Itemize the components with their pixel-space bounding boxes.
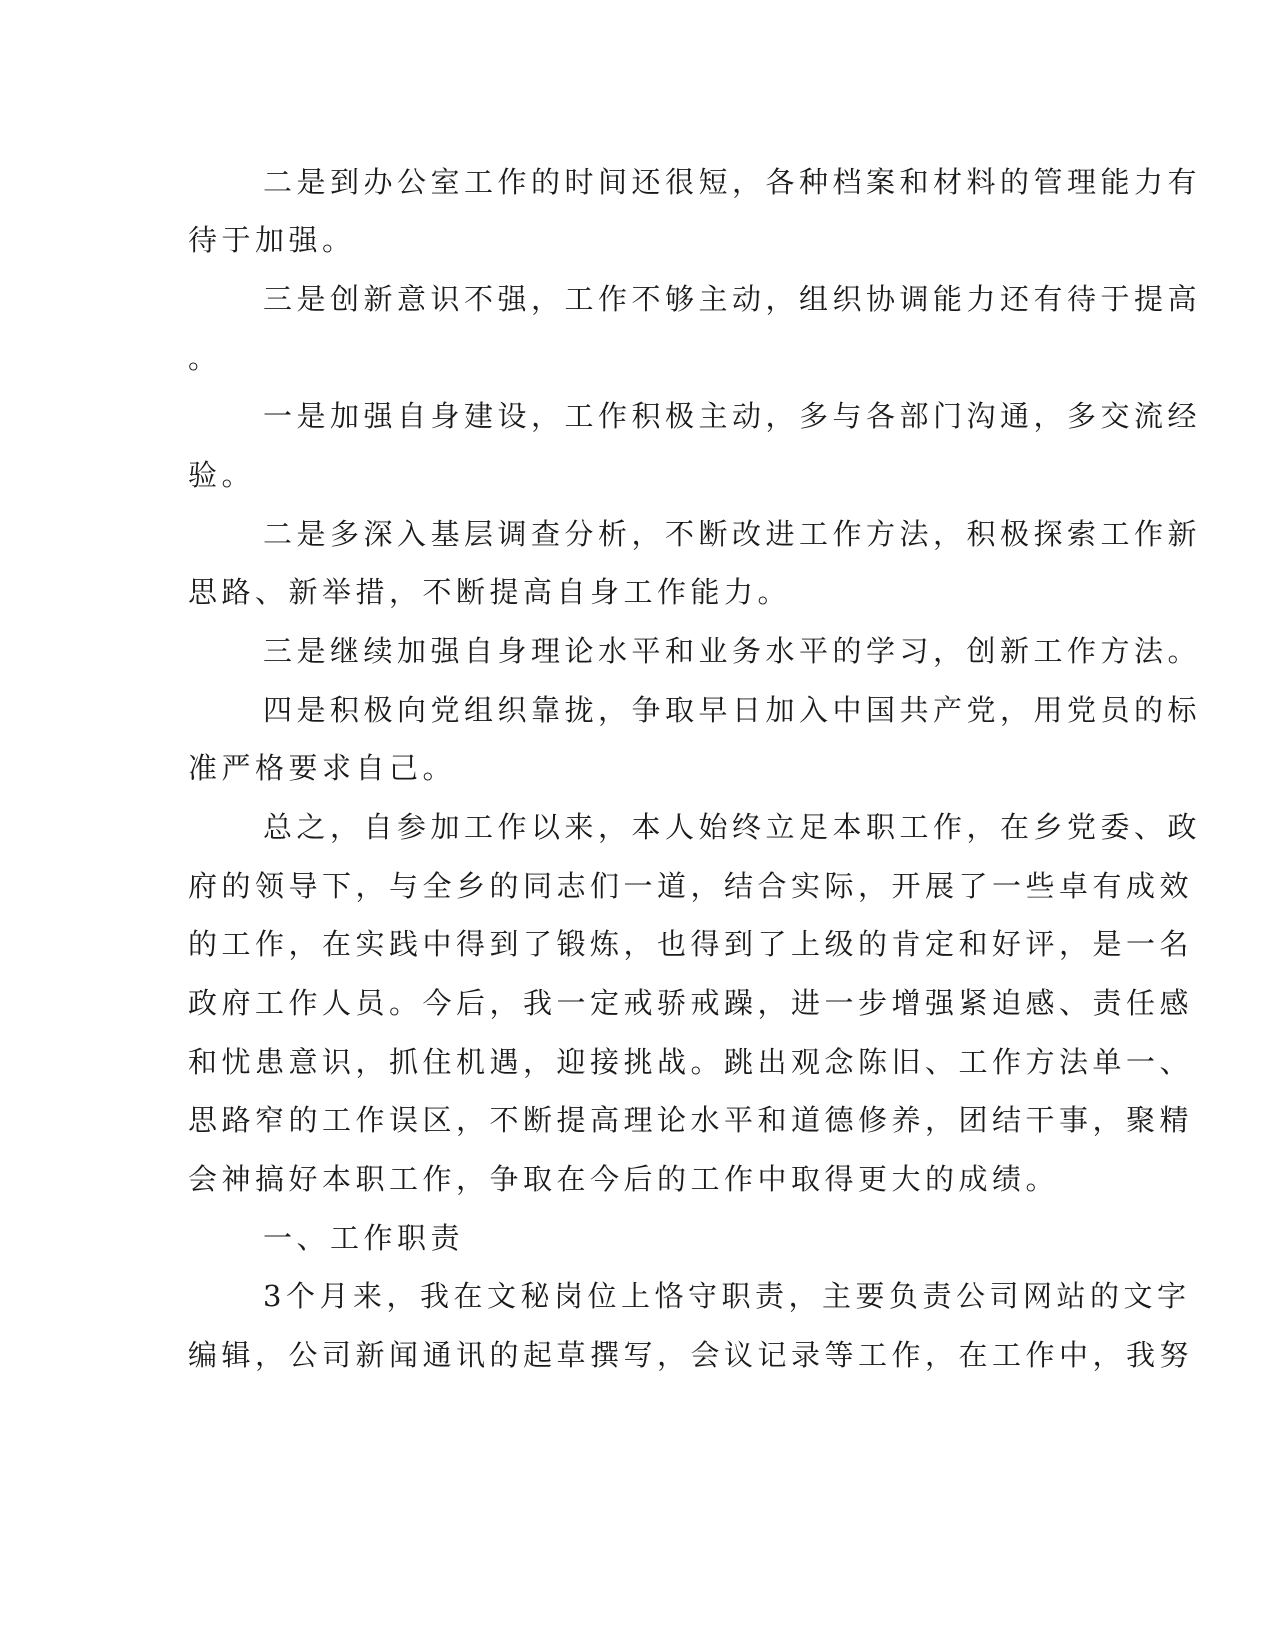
text-line: 会神搞好本职工作，争取在今后的工作中取得更大的成绩。 <box>188 1162 1060 1196</box>
text-line: 的工作，在实践中得到了锻炼，也得到了上级的肯定和好评，是一名 <box>188 927 1194 961</box>
text-line: 思路、新举措，不断提高自身工作能力。 <box>188 575 792 609</box>
text-line: 二是多深入基层调查分析，不断改进工作方法，积极探索工作新 <box>263 517 1202 551</box>
text-line: 。 <box>188 341 222 375</box>
text-line: 一是加强自身建设，工作积极主动，多与各部门沟通，多交流经 <box>263 399 1202 433</box>
text-line: 政府工作人员。今后，我一定戒骄戒躁，进一步增强紧迫感、责任感 <box>188 986 1194 1020</box>
text-line: 二是到办公室工作的时间还很短，各种档案和材料的管理能力有 <box>263 165 1202 199</box>
text-line: 思路窄的工作误区，不断提高理论水平和道德修养，团结干事，聚精 <box>188 1103 1194 1137</box>
text-line: 三是继续加强自身理论水平和业务水平的学习，创新工作方法。 <box>263 634 1202 668</box>
text-line: 待于加强。 <box>188 223 356 257</box>
text-line: 准严格要求自己。 <box>188 751 457 785</box>
text-line: 四是积极向党组织靠拢，争取早日加入中国共产党，用党员的标 <box>263 693 1202 727</box>
text-line: 编辑，公司新闻通讯的起草撰写，会议记录等工作，在工作中，我努 <box>188 1338 1194 1372</box>
text-line: 3个月来，我在文秘岗位上恪守职责，主要负责公司网站的文字 <box>263 1279 1191 1313</box>
text-line: 府的领导下，与全乡的同志们一道，结合实际，开展了一些卓有成效 <box>188 869 1194 903</box>
text-line: 和忧患意识，抓住机遇，迎接挑战。跳出观念陈旧、工作方法单一、 <box>188 1045 1194 1079</box>
section-heading: 一、工作职责 <box>263 1221 465 1255</box>
text-line: 验。 <box>188 458 256 492</box>
text-line: 总之，自参加工作以来，本人始终立足本职工作，在乡党委、政 <box>263 810 1202 844</box>
text-line: 三是创新意识不强，工作不够主动，组织协调能力还有待于提高 <box>263 282 1202 316</box>
